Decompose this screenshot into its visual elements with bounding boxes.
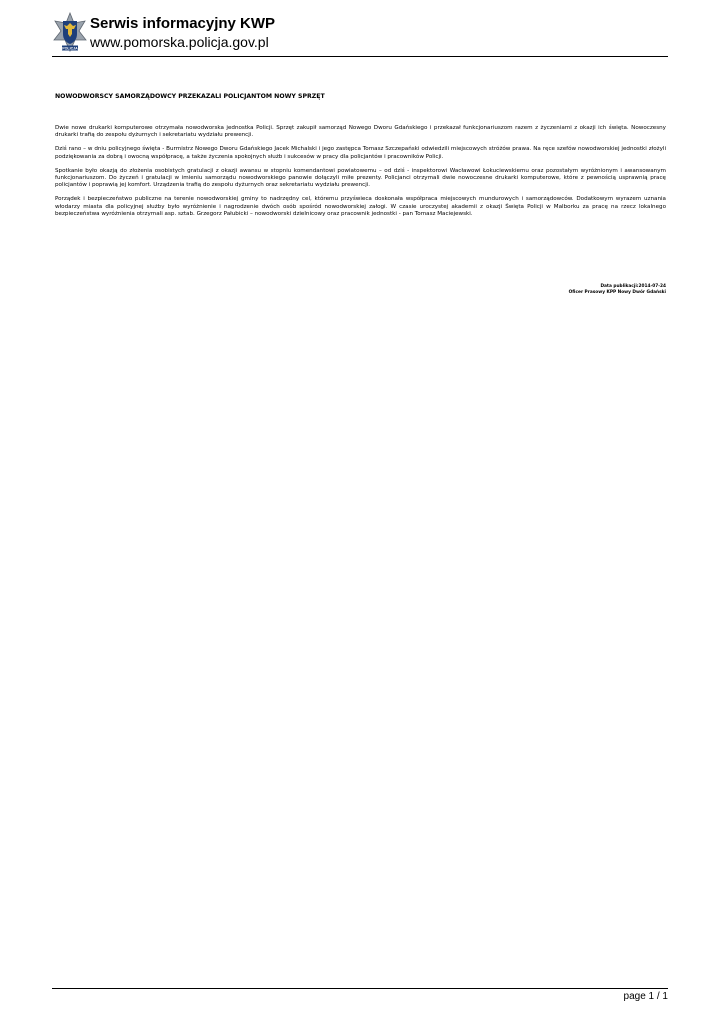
page-header xyxy=(52,12,668,56)
article-author: Oficer Prasowy KPP Nowy Dwór Gdański xyxy=(568,289,666,295)
article-paragraph: Dziś rano – w dniu policyjnego święta - Burmistrz Nowego Dworu Gdańskiego Jacek Michalski i jego zastępca Tomasz Szczepański odwiedzili miejscowych stróżów prawa. Na ręce szefów nowodworskiej jednostki złożyli podziękowania za dobrą i owocną współpracę, a także życzenia spokojnych służb i sukcesów w pracy dla policjantów i pracowników Policji. xyxy=(55,146,666,160)
logo-text: POLICJA xyxy=(62,46,78,51)
publication-meta xyxy=(569,284,666,295)
site-title: Serwis informacyjny KWP xyxy=(90,15,276,32)
article-title: NOWODWORSCY SAMORZĄDOWCY PRZEKAZALI POLICJANTOM NOWY SPRZĘT xyxy=(55,93,325,100)
article-paragraph: Porządek i bezpieczeństwo publiczne na terenie nowodworskiej gminy to nadrzędny cel, któremu przyświeca doskonała współpraca miejscowych mundurowych i samorządowców. Dodatkowym wyrazem uznania włodarzy miasta dla policyjnej służby było wyróżnienie i nagrodzenie dwóch osób spośród nowodworskiej załogi. W czasie uroczystej akademii z okazji Święta Policji w Malborku za pracę na rzecz lokalnego bezpieczeństwa wyróżnienia otrzymali asp. sztab. Grzegorz Pałubicki – nowodworski dzielnicowy oraz pracownik jednostki - pan Tomasz Maciejewski. xyxy=(55,196,666,217)
header-divider xyxy=(52,56,668,57)
article-paragraph: Dwie nowe drukarki komputerowe otrzymała nowodworska jednostka Policji. Sprzęt zakupił samorząd Nowego Dworu Gdańskiego i przekazał funkcjonariuszom razem z życzeniami z okazji ich święta. Nowoczesny drukarki trafią do zespołu dyżurnych i sekretariatu wydziału prewencji. xyxy=(55,125,666,139)
page-number: page 1 / 1 xyxy=(623,991,668,1002)
police-star-logo-icon xyxy=(52,12,88,54)
article-body xyxy=(55,125,666,225)
site-url[interactable]: www.pomorska.policja.gov.pl xyxy=(90,34,269,50)
publication-date: Data publikacji:2014-07-24 xyxy=(600,284,666,289)
footer-divider xyxy=(52,988,668,989)
article-paragraph: Spotkanie było okazją do złożenia osobistych gratulacji z okazji awansu w stopniu komendantowi powiatowemu – od dziś - inspektorowi Wacławowi Łokuciewskiemu oraz pozostałym wyróżnionym i awansowanym funkcjonariuszom. Do życzeń i gratulacji w imieniu samorządu nowodworskiego panowie dołączyli miłe prezenty. Policjanci otrzymali dwie nowoczesne drukarki komputerowe, które z pewnością usprawnią pracę policjantów i poprawią jej komfort. Urządzenia trafią do zespołu dyżurnych oraz sekretariatu wydziału prewencji. xyxy=(55,167,666,189)
